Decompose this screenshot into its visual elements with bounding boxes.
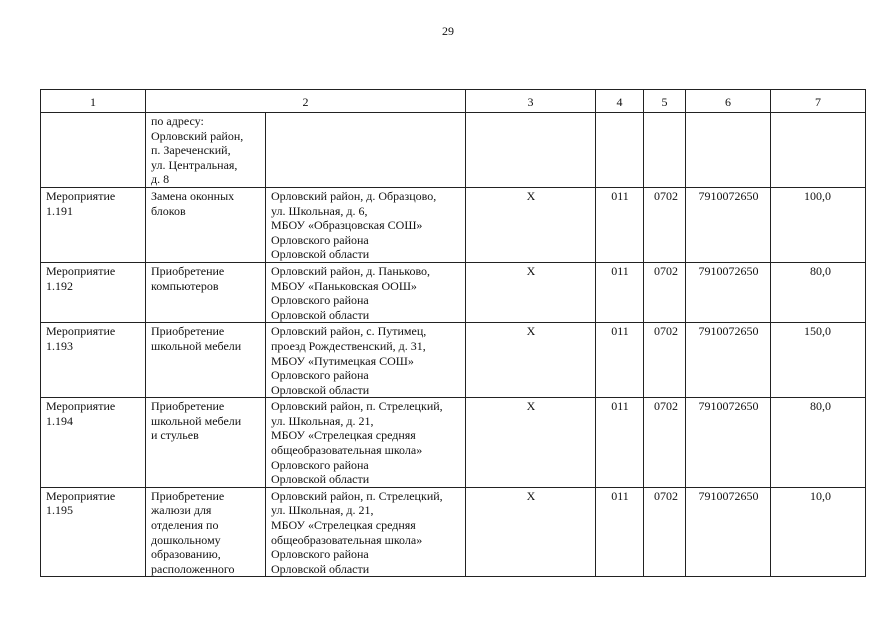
cell-line: школьной мебели (151, 338, 242, 353)
cell-line: МБОУ «Путимецкая СОШ» (271, 353, 414, 368)
cell-line: ул. Центральная, (151, 157, 238, 172)
cell-line: Орловской области (271, 382, 370, 397)
table-row (41, 323, 866, 398)
cell-line: Орловского района (271, 457, 369, 472)
cell-line: Орловской области (271, 307, 370, 322)
cell-line: ул. Школьная, д. 21, (271, 413, 374, 428)
cell-line: Мероприятие (46, 399, 116, 414)
cell-line: 1.194 (46, 413, 73, 428)
cell-line: Орловский район, д. Образцово, (271, 188, 437, 203)
cell-line: Орловский район, п. Стрелецкий, (271, 488, 443, 503)
cell-line: 1.195 (46, 503, 73, 518)
cell-line: школьной мебели (151, 413, 242, 428)
col7-cell: 80,0 (771, 262, 866, 322)
table-row (41, 398, 866, 488)
cell-line: МБОУ «Образцовская СОШ» (271, 218, 423, 233)
col5-cell: 0702 (644, 323, 686, 398)
col6-cell: 7910072650 (686, 323, 771, 398)
header-row (41, 90, 866, 113)
budget-table (40, 89, 866, 577)
cell-line: д. 8 (151, 172, 170, 187)
event-id-cell (41, 113, 146, 188)
address-cell (266, 187, 466, 262)
cell-line: Приобретение (151, 324, 225, 339)
col5-cell: 0702 (644, 262, 686, 322)
cell-line: Орловской области (271, 247, 370, 262)
col6-cell: 7910072650 (686, 487, 771, 577)
column-header: 1 (41, 90, 146, 113)
cell-line: 1.193 (46, 338, 73, 353)
cell-line: расположенного (151, 561, 235, 576)
cell-line: п. Зареченский, (151, 143, 231, 158)
cell-line: Орловского района (271, 547, 369, 562)
address-cell (266, 113, 466, 188)
event-id-cell (41, 398, 146, 488)
cell-line: Мероприятие (46, 324, 116, 339)
cell-line: Мероприятие (46, 263, 116, 278)
column-header: 4 (596, 90, 644, 113)
col4-cell: 011 (596, 187, 644, 262)
col4-cell: 011 (596, 323, 644, 398)
cell-line: образованию, (151, 547, 221, 562)
cell-line: проезд Рождественский, д. 31, (271, 338, 426, 353)
col6-cell (686, 113, 771, 188)
column-header: 3 (466, 90, 596, 113)
table-row (41, 262, 866, 322)
event-name-cell (146, 323, 266, 398)
col6-cell: 7910072650 (686, 398, 771, 488)
event-name-cell (146, 113, 266, 188)
col3-cell: Х (466, 323, 596, 398)
col7-cell: 80,0 (771, 398, 866, 488)
col7-cell (771, 113, 866, 188)
event-id-cell (41, 187, 146, 262)
event-id-cell (41, 262, 146, 322)
cell-line: Орловской области (271, 472, 370, 487)
cell-line: жалюзи для (151, 503, 212, 518)
event-name-cell (146, 187, 266, 262)
col5-cell: 0702 (644, 187, 686, 262)
cell-line: дошкольному (151, 532, 221, 547)
col3-cell: Х (466, 398, 596, 488)
event-name-cell (146, 262, 266, 322)
col4-cell: 011 (596, 487, 644, 577)
cell-line: общеобразовательная школа» (271, 443, 423, 458)
event-id-cell (41, 487, 146, 577)
cell-line: Орловского района (271, 232, 369, 247)
col4-cell: 011 (596, 398, 644, 488)
cell-line: общеобразовательная школа» (271, 532, 423, 547)
table-row (41, 187, 866, 262)
col3-cell: Х (466, 487, 596, 577)
col4-cell (596, 113, 644, 188)
col3-cell (466, 113, 596, 188)
column-header: 7 (771, 90, 866, 113)
cell-line: компьютеров (151, 278, 219, 293)
col3-cell: Х (466, 187, 596, 262)
table-row (41, 113, 866, 188)
col3-cell: Х (466, 262, 596, 322)
cell-line: Орловского района (271, 293, 369, 308)
event-id-cell (41, 323, 146, 398)
cell-line: Орловской области (271, 561, 370, 576)
address-cell (266, 323, 466, 398)
cell-line: Приобретение (151, 263, 225, 278)
cell-line: МБОУ «Стрелецкая средняя (271, 428, 416, 443)
cell-line: Мероприятие (46, 188, 116, 203)
cell-line: Замена оконных (151, 188, 235, 203)
column-header: 5 (644, 90, 686, 113)
cell-line: Орловский район, с. Путимец, (271, 324, 427, 339)
event-name-cell (146, 487, 266, 577)
cell-line: отделения по (151, 518, 219, 533)
col7-cell: 100,0 (771, 187, 866, 262)
col7-cell: 10,0 (771, 487, 866, 577)
col4-cell: 011 (596, 262, 644, 322)
cell-line: 1.192 (46, 278, 73, 293)
event-name-cell (146, 398, 266, 488)
cell-line: Орловского района (271, 368, 369, 383)
cell-line: 1.191 (46, 203, 73, 218)
col5-cell (644, 113, 686, 188)
cell-line: МБОУ «Паньковская ООШ» (271, 278, 417, 293)
cell-line: Орловский район, (151, 128, 244, 143)
cell-line: МБОУ «Стрелецкая средняя (271, 518, 416, 533)
address-cell (266, 487, 466, 577)
page-number: 29 (442, 24, 454, 38)
col6-cell: 7910072650 (686, 187, 771, 262)
cell-line: Орловский район, д. Паньково, (271, 263, 431, 278)
cell-line: ул. Школьная, д. 21, (271, 503, 374, 518)
address-cell (266, 398, 466, 488)
col7-cell: 150,0 (771, 323, 866, 398)
column-header: 6 (686, 90, 771, 113)
cell-line: блоков (151, 203, 186, 218)
col6-cell: 7910072650 (686, 262, 771, 322)
cell-line: Приобретение (151, 488, 225, 503)
cell-line: Орловский район, п. Стрелецкий, (271, 399, 443, 414)
cell-line: Приобретение (151, 399, 225, 414)
col5-cell: 0702 (644, 398, 686, 488)
column-header: 2 (146, 90, 466, 113)
cell-line: ул. Школьная, д. 6, (271, 203, 368, 218)
cell-line: и стульев (151, 428, 199, 443)
cell-line: Мероприятие (46, 488, 116, 503)
address-cell (266, 262, 466, 322)
cell-line: по адресу: (151, 114, 204, 128)
col5-cell: 0702 (644, 487, 686, 577)
table-row (41, 487, 866, 577)
